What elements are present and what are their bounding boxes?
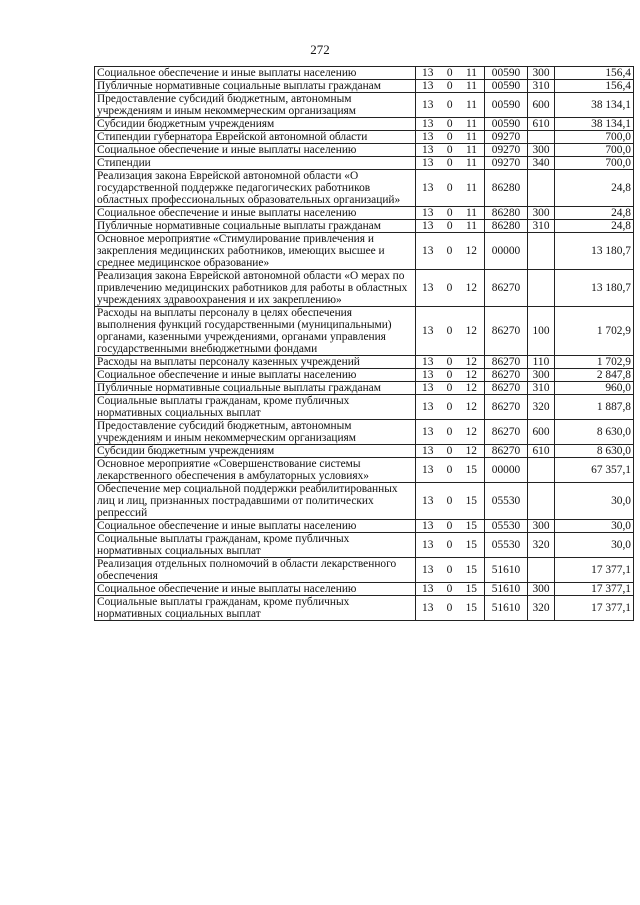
budget-table-body bbox=[95, 67, 634, 621]
amount: 17 377,1 bbox=[555, 558, 634, 583]
row-name: Расходы на выплаты персоналу казенных учреждений bbox=[95, 356, 416, 369]
row-name: Публичные нормативные социальные выплаты гражданам bbox=[95, 382, 416, 395]
program-code-cell bbox=[416, 157, 485, 170]
subprogram-code: 0 bbox=[446, 539, 453, 551]
program-code: 13 bbox=[422, 583, 434, 595]
program-code-cell bbox=[416, 131, 485, 144]
table-row bbox=[95, 356, 634, 369]
amount: 17 377,1 bbox=[555, 583, 634, 596]
expense-type-code: 320 bbox=[528, 533, 555, 558]
target-code: 09270 bbox=[485, 144, 528, 157]
table-row bbox=[95, 80, 634, 93]
expense-type-code: 110 bbox=[528, 356, 555, 369]
event-code: 11 bbox=[466, 131, 477, 143]
amount: 24,8 bbox=[555, 207, 634, 220]
row-name: Основное мероприятие «Стимулирование привлечения и закрепления медицинских работников, имеющих высшее и среднее медицинское образование» bbox=[95, 233, 416, 270]
program-code-cell bbox=[416, 520, 485, 533]
row-name: Субсидии бюджетным учреждениям bbox=[95, 118, 416, 131]
event-code: 15 bbox=[465, 564, 477, 576]
amount: 700,0 bbox=[555, 144, 634, 157]
event-code: 11 bbox=[466, 80, 477, 92]
subprogram-code: 0 bbox=[446, 80, 453, 92]
row-name: Расходы на выплаты персоналу в целях обеспечения выполнения функций государственными (муниципальными) органами, казенными учреждениями, органами управления государственными внебюджетными фондами bbox=[95, 307, 416, 356]
target-code: 86270 bbox=[485, 270, 528, 307]
target-code: 86280 bbox=[485, 220, 528, 233]
event-code: 12 bbox=[465, 325, 477, 337]
amount: 67 357,1 bbox=[555, 458, 634, 483]
table-row bbox=[95, 520, 634, 533]
expense-type-code: 300 bbox=[528, 369, 555, 382]
expense-type-code: 300 bbox=[528, 67, 555, 80]
row-name: Социальные выплаты гражданам, кроме публичных нормативных социальных выплат bbox=[95, 596, 416, 621]
target-code: 86280 bbox=[485, 207, 528, 220]
expense-type-code: 610 bbox=[528, 445, 555, 458]
target-code: 51610 bbox=[485, 583, 528, 596]
event-code: 12 bbox=[465, 401, 477, 413]
program-code-cell bbox=[416, 233, 485, 270]
program-code-cell bbox=[416, 558, 485, 583]
amount: 8 630,0 bbox=[555, 445, 634, 458]
target-code: 00590 bbox=[485, 67, 528, 80]
program-code: 13 bbox=[422, 282, 434, 294]
event-code: 11 bbox=[466, 207, 477, 219]
table-row bbox=[95, 420, 634, 445]
expense-type-code bbox=[528, 483, 555, 520]
row-name: Реализация закона Еврейской автономной области «О мерах по привлечению медицинских работников для работы в областных учреждениях здравоохранения и их закреплению» bbox=[95, 270, 416, 307]
expense-type-code: 310 bbox=[528, 220, 555, 233]
amount: 24,8 bbox=[555, 220, 634, 233]
amount: 30,0 bbox=[555, 483, 634, 520]
table-row bbox=[95, 270, 634, 307]
target-code: 05530 bbox=[485, 483, 528, 520]
program-code-cell bbox=[416, 596, 485, 621]
target-code: 86270 bbox=[485, 382, 528, 395]
target-code: 00000 bbox=[485, 233, 528, 270]
expense-type-code: 610 bbox=[528, 118, 555, 131]
event-code: 15 bbox=[465, 583, 477, 595]
row-name: Публичные нормативные социальные выплаты гражданам bbox=[95, 80, 416, 93]
target-code: 86270 bbox=[485, 307, 528, 356]
program-code: 13 bbox=[422, 356, 434, 368]
subprogram-code: 0 bbox=[446, 426, 453, 438]
table-row bbox=[95, 207, 634, 220]
row-name: Обеспечение мер социальной поддержки реабилитированных лиц и лиц, признанных пострадавшими от политических репрессий bbox=[95, 483, 416, 520]
row-name: Социальное обеспечение и иные выплаты населению bbox=[95, 67, 416, 80]
expense-type-code bbox=[528, 270, 555, 307]
event-code: 12 bbox=[465, 245, 477, 257]
subprogram-code: 0 bbox=[446, 369, 453, 381]
program-code: 13 bbox=[422, 520, 434, 532]
program-code: 13 bbox=[422, 401, 434, 413]
program-code: 13 bbox=[422, 539, 434, 551]
program-code-cell bbox=[416, 170, 485, 207]
expense-type-code: 600 bbox=[528, 420, 555, 445]
row-name: Основное мероприятие «Совершенствование системы лекарственного обеспечения в амбулаторных условиях» bbox=[95, 458, 416, 483]
table-row bbox=[95, 67, 634, 80]
subprogram-code: 0 bbox=[446, 99, 453, 111]
program-code: 13 bbox=[422, 131, 434, 143]
program-code: 13 bbox=[422, 445, 434, 457]
target-code: 51610 bbox=[485, 596, 528, 621]
amount: 38 134,1 bbox=[555, 93, 634, 118]
expense-type-code bbox=[528, 131, 555, 144]
subprogram-code: 0 bbox=[446, 131, 453, 143]
target-code: 86270 bbox=[485, 369, 528, 382]
amount: 1 702,9 bbox=[555, 356, 634, 369]
event-code: 11 bbox=[466, 67, 477, 79]
target-code: 86270 bbox=[485, 395, 528, 420]
table-row bbox=[95, 596, 634, 621]
subprogram-code: 0 bbox=[446, 382, 453, 394]
program-code-cell bbox=[416, 458, 485, 483]
program-code-cell bbox=[416, 67, 485, 80]
amount: 1 702,9 bbox=[555, 307, 634, 356]
table-row bbox=[95, 170, 634, 207]
subprogram-code: 0 bbox=[446, 118, 453, 130]
event-code: 11 bbox=[466, 99, 477, 111]
program-code: 13 bbox=[422, 220, 434, 232]
table-row bbox=[95, 118, 634, 131]
program-code-cell bbox=[416, 118, 485, 131]
expense-type-code: 310 bbox=[528, 80, 555, 93]
amount: 30,0 bbox=[555, 520, 634, 533]
target-code: 00590 bbox=[485, 93, 528, 118]
event-code: 11 bbox=[466, 118, 477, 130]
amount: 960,0 bbox=[555, 382, 634, 395]
program-code: 13 bbox=[422, 325, 434, 337]
row-name: Предоставление субсидий бюджетным, автономным учреждениям и иным некоммерческим организациям bbox=[95, 420, 416, 445]
program-code-cell bbox=[416, 144, 485, 157]
amount: 30,0 bbox=[555, 533, 634, 558]
row-name: Стипендии bbox=[95, 157, 416, 170]
target-code: 86270 bbox=[485, 420, 528, 445]
row-name: Социальные выплаты гражданам, кроме публичных нормативных социальных выплат bbox=[95, 533, 416, 558]
target-code: 09270 bbox=[485, 131, 528, 144]
row-name: Социальное обеспечение и иные выплаты населению bbox=[95, 144, 416, 157]
expense-type-code bbox=[528, 170, 555, 207]
program-code: 13 bbox=[422, 464, 434, 476]
expense-type-code: 300 bbox=[528, 520, 555, 533]
target-code: 86280 bbox=[485, 170, 528, 207]
amount: 8 630,0 bbox=[555, 420, 634, 445]
amount: 156,4 bbox=[555, 80, 634, 93]
expense-type-code bbox=[528, 458, 555, 483]
program-code-cell bbox=[416, 533, 485, 558]
program-code: 13 bbox=[422, 157, 434, 169]
table-row bbox=[95, 583, 634, 596]
subprogram-code: 0 bbox=[446, 245, 453, 257]
program-code-cell bbox=[416, 307, 485, 356]
expense-type-code: 340 bbox=[528, 157, 555, 170]
program-code-cell bbox=[416, 220, 485, 233]
subprogram-code: 0 bbox=[446, 207, 453, 219]
event-code: 11 bbox=[466, 220, 477, 232]
program-code: 13 bbox=[422, 426, 434, 438]
program-code: 13 bbox=[422, 118, 434, 130]
table-row bbox=[95, 220, 634, 233]
program-code-cell bbox=[416, 270, 485, 307]
program-code-cell bbox=[416, 369, 485, 382]
amount: 700,0 bbox=[555, 157, 634, 170]
row-name: Предоставление субсидий бюджетным, автономным учреждениям и иным некоммерческим организациям bbox=[95, 93, 416, 118]
amount: 156,4 bbox=[555, 67, 634, 80]
event-code: 12 bbox=[465, 426, 477, 438]
event-code: 15 bbox=[465, 495, 477, 507]
target-code: 86270 bbox=[485, 445, 528, 458]
amount: 38 134,1 bbox=[555, 118, 634, 131]
program-code-cell bbox=[416, 483, 485, 520]
table-row bbox=[95, 93, 634, 118]
program-code-cell bbox=[416, 356, 485, 369]
amount: 17 377,1 bbox=[555, 596, 634, 621]
expense-type-code: 320 bbox=[528, 596, 555, 621]
expense-type-code: 100 bbox=[528, 307, 555, 356]
budget-table bbox=[94, 66, 634, 621]
subprogram-code: 0 bbox=[446, 325, 453, 337]
program-code: 13 bbox=[422, 182, 434, 194]
table-row bbox=[95, 233, 634, 270]
expense-type-code: 300 bbox=[528, 144, 555, 157]
table-row bbox=[95, 533, 634, 558]
event-code: 15 bbox=[465, 602, 477, 614]
table-row bbox=[95, 458, 634, 483]
program-code-cell bbox=[416, 583, 485, 596]
program-code: 13 bbox=[422, 245, 434, 257]
subprogram-code: 0 bbox=[446, 67, 453, 79]
program-code: 13 bbox=[422, 564, 434, 576]
program-code: 13 bbox=[422, 495, 434, 507]
row-name: Социальное обеспечение и иные выплаты населению bbox=[95, 369, 416, 382]
subprogram-code: 0 bbox=[446, 583, 453, 595]
event-code: 12 bbox=[465, 369, 477, 381]
subprogram-code: 0 bbox=[446, 220, 453, 232]
event-code: 11 bbox=[466, 144, 477, 156]
target-code: 86270 bbox=[485, 356, 528, 369]
table-row bbox=[95, 131, 634, 144]
program-code: 13 bbox=[422, 80, 434, 92]
expense-type-code: 300 bbox=[528, 583, 555, 596]
table-row bbox=[95, 144, 634, 157]
subprogram-code: 0 bbox=[446, 144, 453, 156]
expense-type-code: 310 bbox=[528, 382, 555, 395]
table-row bbox=[95, 157, 634, 170]
expense-type-code bbox=[528, 558, 555, 583]
subprogram-code: 0 bbox=[446, 495, 453, 507]
target-code: 51610 bbox=[485, 558, 528, 583]
subprogram-code: 0 bbox=[446, 564, 453, 576]
target-code: 09270 bbox=[485, 157, 528, 170]
expense-type-code: 300 bbox=[528, 207, 555, 220]
event-code: 12 bbox=[465, 356, 477, 368]
program-code: 13 bbox=[422, 99, 434, 111]
subprogram-code: 0 bbox=[446, 464, 453, 476]
target-code: 00000 bbox=[485, 458, 528, 483]
expense-type-code: 320 bbox=[528, 395, 555, 420]
event-code: 15 bbox=[465, 539, 477, 551]
expense-type-code: 600 bbox=[528, 93, 555, 118]
target-code: 00590 bbox=[485, 118, 528, 131]
program-code-cell bbox=[416, 420, 485, 445]
table-row bbox=[95, 445, 634, 458]
program-code-cell bbox=[416, 395, 485, 420]
event-code: 15 bbox=[465, 464, 477, 476]
event-code: 15 bbox=[465, 520, 477, 532]
amount: 13 180,7 bbox=[555, 270, 634, 307]
subprogram-code: 0 bbox=[446, 157, 453, 169]
row-name: Публичные нормативные социальные выплаты гражданам bbox=[95, 220, 416, 233]
program-code-cell bbox=[416, 445, 485, 458]
amount: 1 887,8 bbox=[555, 395, 634, 420]
program-code: 13 bbox=[422, 67, 434, 79]
subprogram-code: 0 bbox=[446, 282, 453, 294]
page-number: 272 bbox=[310, 42, 330, 57]
subprogram-code: 0 bbox=[446, 520, 453, 532]
amount: 24,8 bbox=[555, 170, 634, 207]
target-code: 05530 bbox=[485, 520, 528, 533]
program-code-cell bbox=[416, 93, 485, 118]
row-name: Социальные выплаты гражданам, кроме публичных нормативных социальных выплат bbox=[95, 395, 416, 420]
amount: 2 847,8 bbox=[555, 369, 634, 382]
subprogram-code: 0 bbox=[446, 602, 453, 614]
expense-type-code bbox=[528, 233, 555, 270]
event-code: 12 bbox=[465, 445, 477, 457]
subprogram-code: 0 bbox=[446, 401, 453, 413]
program-code: 13 bbox=[422, 144, 434, 156]
program-code-cell bbox=[416, 80, 485, 93]
program-code-cell bbox=[416, 207, 485, 220]
target-code: 00590 bbox=[485, 80, 528, 93]
row-name: Социальное обеспечение и иные выплаты населению bbox=[95, 520, 416, 533]
program-code: 13 bbox=[422, 369, 434, 381]
program-code-cell bbox=[416, 382, 485, 395]
row-name: Реализация отдельных полномочий в области лекарственного обеспечения bbox=[95, 558, 416, 583]
subprogram-code: 0 bbox=[446, 356, 453, 368]
target-code: 05530 bbox=[485, 533, 528, 558]
subprogram-code: 0 bbox=[446, 445, 453, 457]
row-name: Социальное обеспечение и иные выплаты населению bbox=[95, 583, 416, 596]
row-name: Социальное обеспечение и иные выплаты населению bbox=[95, 207, 416, 220]
table-row bbox=[95, 369, 634, 382]
amount: 13 180,7 bbox=[555, 233, 634, 270]
event-code: 12 bbox=[465, 282, 477, 294]
event-code: 12 bbox=[465, 382, 477, 394]
row-name: Субсидии бюджетным учреждениям bbox=[95, 445, 416, 458]
subprogram-code: 0 bbox=[446, 182, 453, 194]
program-code: 13 bbox=[422, 207, 434, 219]
table-row bbox=[95, 382, 634, 395]
event-code: 11 bbox=[466, 157, 477, 169]
table-row bbox=[95, 395, 634, 420]
program-code: 13 bbox=[422, 602, 434, 614]
table-row bbox=[95, 558, 634, 583]
table-row bbox=[95, 307, 634, 356]
row-name: Реализация закона Еврейской автономной области «О государственной поддержке педагогических работников областных профессиональных образовательных организаций» bbox=[95, 170, 416, 207]
row-name: Стипендии губернатора Еврейской автономной области bbox=[95, 131, 416, 144]
amount: 700,0 bbox=[555, 131, 634, 144]
table-row bbox=[95, 483, 634, 520]
event-code: 11 bbox=[466, 182, 477, 194]
program-code: 13 bbox=[422, 382, 434, 394]
